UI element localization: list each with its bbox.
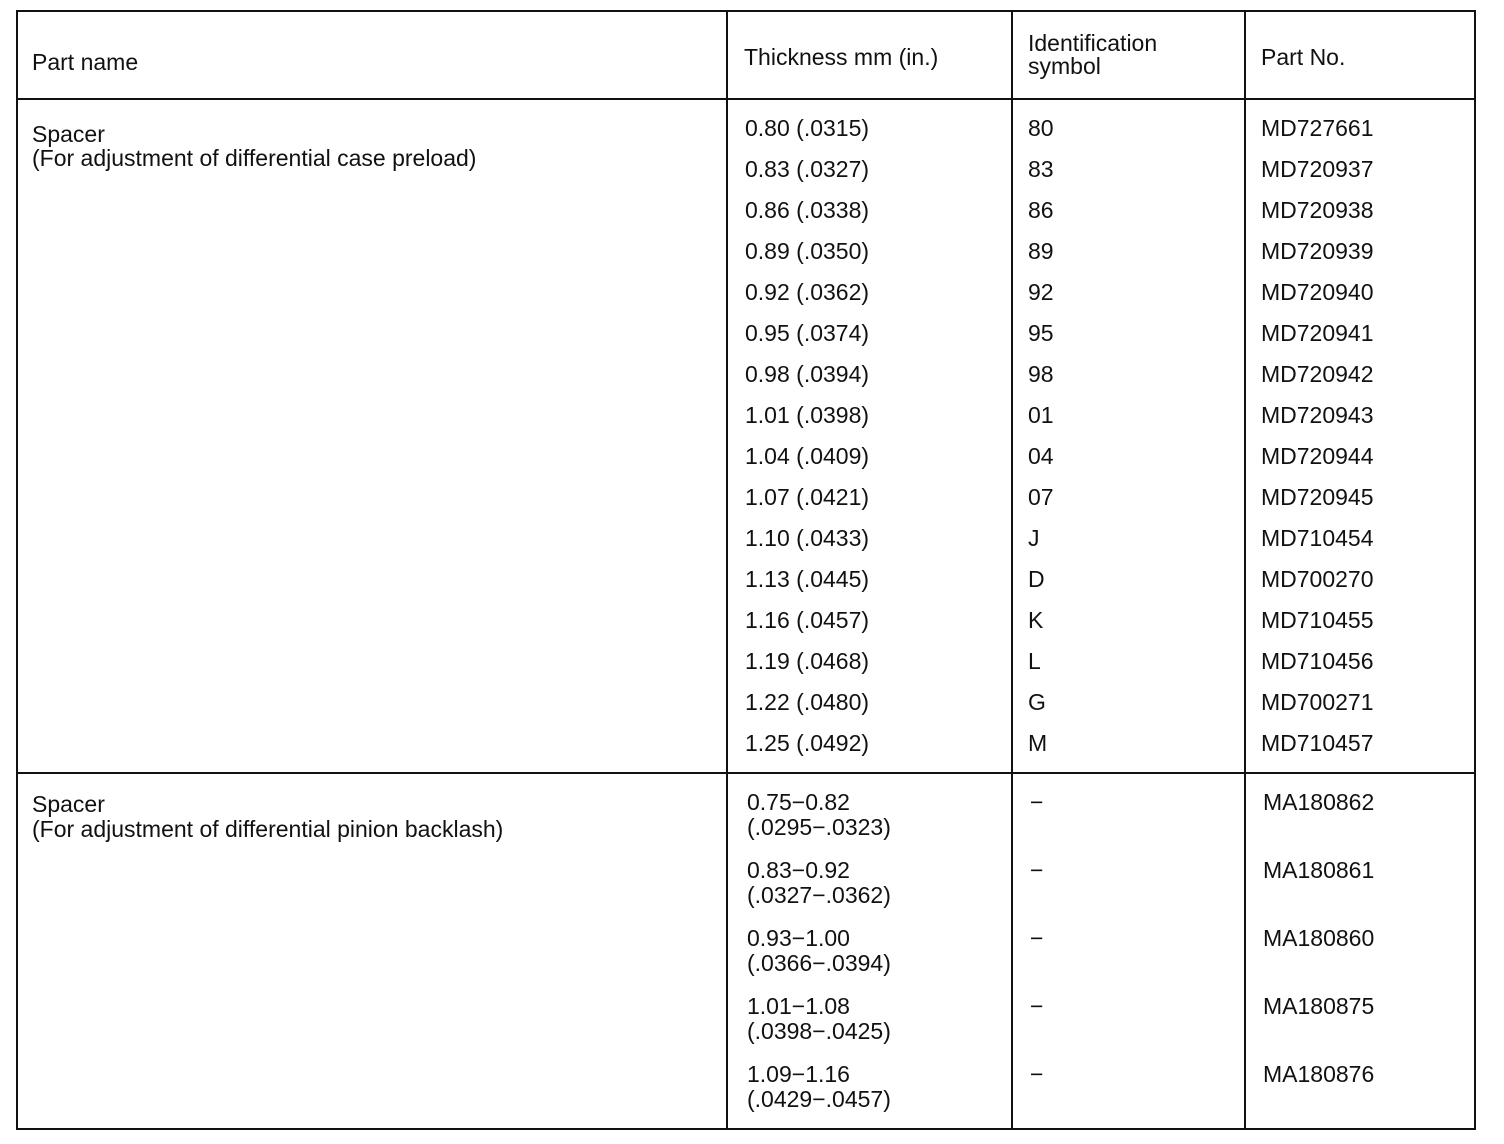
thickness-cell: 1.07 (.0421) <box>745 484 870 510</box>
identification-symbol-cell: 83 <box>1028 156 1054 182</box>
thickness-inch-cell: (.0429−.0457) <box>747 1086 891 1112</box>
thickness-cell: 1.13 (.0445) <box>745 566 870 592</box>
part-no-cell: MD720942 <box>1261 361 1374 387</box>
column-divider <box>726 12 728 1128</box>
part-no-cell: MD720938 <box>1261 197 1374 223</box>
thickness-cell: 1.25 (.0492) <box>745 730 870 756</box>
identification-symbol-cell: 92 <box>1028 279 1054 305</box>
thickness-cell: 0.95 (.0374) <box>745 320 870 346</box>
identification-symbol-cell: − <box>1030 1061 1044 1087</box>
thickness-mm-cell: 1.01−1.08 <box>747 993 850 1019</box>
identification-symbol-cell: D <box>1028 566 1045 592</box>
part-no-cell: MA180875 <box>1263 993 1375 1019</box>
identification-symbol-cell: 80 <box>1028 115 1054 141</box>
identification-symbol-cell: − <box>1030 993 1044 1019</box>
column-divider <box>1011 12 1013 1128</box>
part-no-cell: MD720937 <box>1261 156 1374 182</box>
thickness-mm-cell: 0.93−1.00 <box>747 925 850 951</box>
thickness-mm-cell: 0.83−0.92 <box>747 857 850 883</box>
parts-table <box>16 10 1476 1130</box>
identification-symbol-cell: 98 <box>1028 361 1054 387</box>
identification-symbol-cell: 01 <box>1028 402 1054 428</box>
thickness-inch-cell: (.0295−.0323) <box>747 814 891 840</box>
part-no-cell: MA180860 <box>1263 925 1375 951</box>
identification-symbol-cell: 86 <box>1028 197 1054 223</box>
thickness-cell: 0.89 (.0350) <box>745 238 870 264</box>
thickness-cell: 1.01 (.0398) <box>745 402 870 428</box>
group-2-purpose: (For adjustment of differential pinion backlash) <box>32 816 504 842</box>
group-2-part-name: Spacer <box>32 791 105 817</box>
thickness-cell: 1.04 (.0409) <box>745 443 870 469</box>
thickness-cell: 1.16 (.0457) <box>745 607 870 633</box>
group-1-purpose: (For adjustment of differential case preload) <box>32 145 477 171</box>
part-no-cell: MD720945 <box>1261 484 1374 510</box>
column-divider <box>1244 12 1246 1128</box>
thickness-cell: 0.98 (.0394) <box>745 361 870 387</box>
thickness-inch-cell: (.0398−.0425) <box>747 1018 891 1044</box>
identification-symbol-cell: 95 <box>1028 320 1054 346</box>
identification-symbol-cell: − <box>1030 789 1044 815</box>
identification-symbol-cell: 07 <box>1028 484 1054 510</box>
part-no-cell: MA180862 <box>1263 789 1375 815</box>
header-part-name: Part name <box>32 49 139 75</box>
thickness-cell: 1.22 (.0480) <box>745 689 870 715</box>
identification-symbol-cell: 89 <box>1028 238 1054 264</box>
group-divider <box>18 772 1474 774</box>
thickness-inch-cell: (.0366−.0394) <box>747 950 891 976</box>
part-no-cell: MD720939 <box>1261 238 1374 264</box>
thickness-mm-cell: 0.75−0.82 <box>747 789 850 815</box>
thickness-inch-cell: (.0327−.0362) <box>747 882 891 908</box>
part-no-cell: MD710455 <box>1261 607 1374 633</box>
part-no-cell: MD710456 <box>1261 648 1374 674</box>
thickness-cell: 0.86 (.0338) <box>745 197 870 223</box>
part-no-cell: MD720940 <box>1261 279 1374 305</box>
part-no-cell: MD720944 <box>1261 443 1374 469</box>
part-no-cell: MA180876 <box>1263 1061 1375 1087</box>
part-no-cell: MD720943 <box>1261 402 1374 428</box>
thickness-cell: 0.83 (.0327) <box>745 156 870 182</box>
identification-symbol-cell: G <box>1028 689 1046 715</box>
part-no-cell: MD710454 <box>1261 525 1374 551</box>
part-no-cell: MA180861 <box>1263 857 1375 883</box>
part-no-cell: MD710457 <box>1261 730 1374 756</box>
part-no-cell: MD700271 <box>1261 689 1374 715</box>
part-no-cell: MD727661 <box>1261 115 1374 141</box>
header-thickness: Thickness mm (in.) <box>744 44 939 70</box>
identification-symbol-cell: − <box>1030 925 1044 951</box>
thickness-mm-cell: 1.09−1.16 <box>747 1061 850 1087</box>
identification-symbol-cell: J <box>1028 525 1040 551</box>
header-identification-symbol: Identification symbol <box>1028 30 1158 79</box>
header-divider <box>18 98 1474 100</box>
thickness-cell: 1.10 (.0433) <box>745 525 870 551</box>
group-1-part-name: Spacer <box>32 121 105 147</box>
thickness-cell: 1.19 (.0468) <box>745 648 870 674</box>
identification-symbol-cell: M <box>1028 730 1048 756</box>
thickness-cell: 0.80 (.0315) <box>745 115 870 141</box>
identification-symbol-cell: − <box>1030 857 1044 883</box>
part-no-cell: MD720941 <box>1261 320 1374 346</box>
thickness-cell: 0.92 (.0362) <box>745 279 870 305</box>
part-no-cell: MD700270 <box>1261 566 1374 592</box>
header-part-no: Part No. <box>1261 44 1346 70</box>
identification-symbol-cell: K <box>1028 607 1044 633</box>
identification-symbol-cell: 04 <box>1028 443 1054 469</box>
identification-symbol-cell: L <box>1028 648 1041 674</box>
